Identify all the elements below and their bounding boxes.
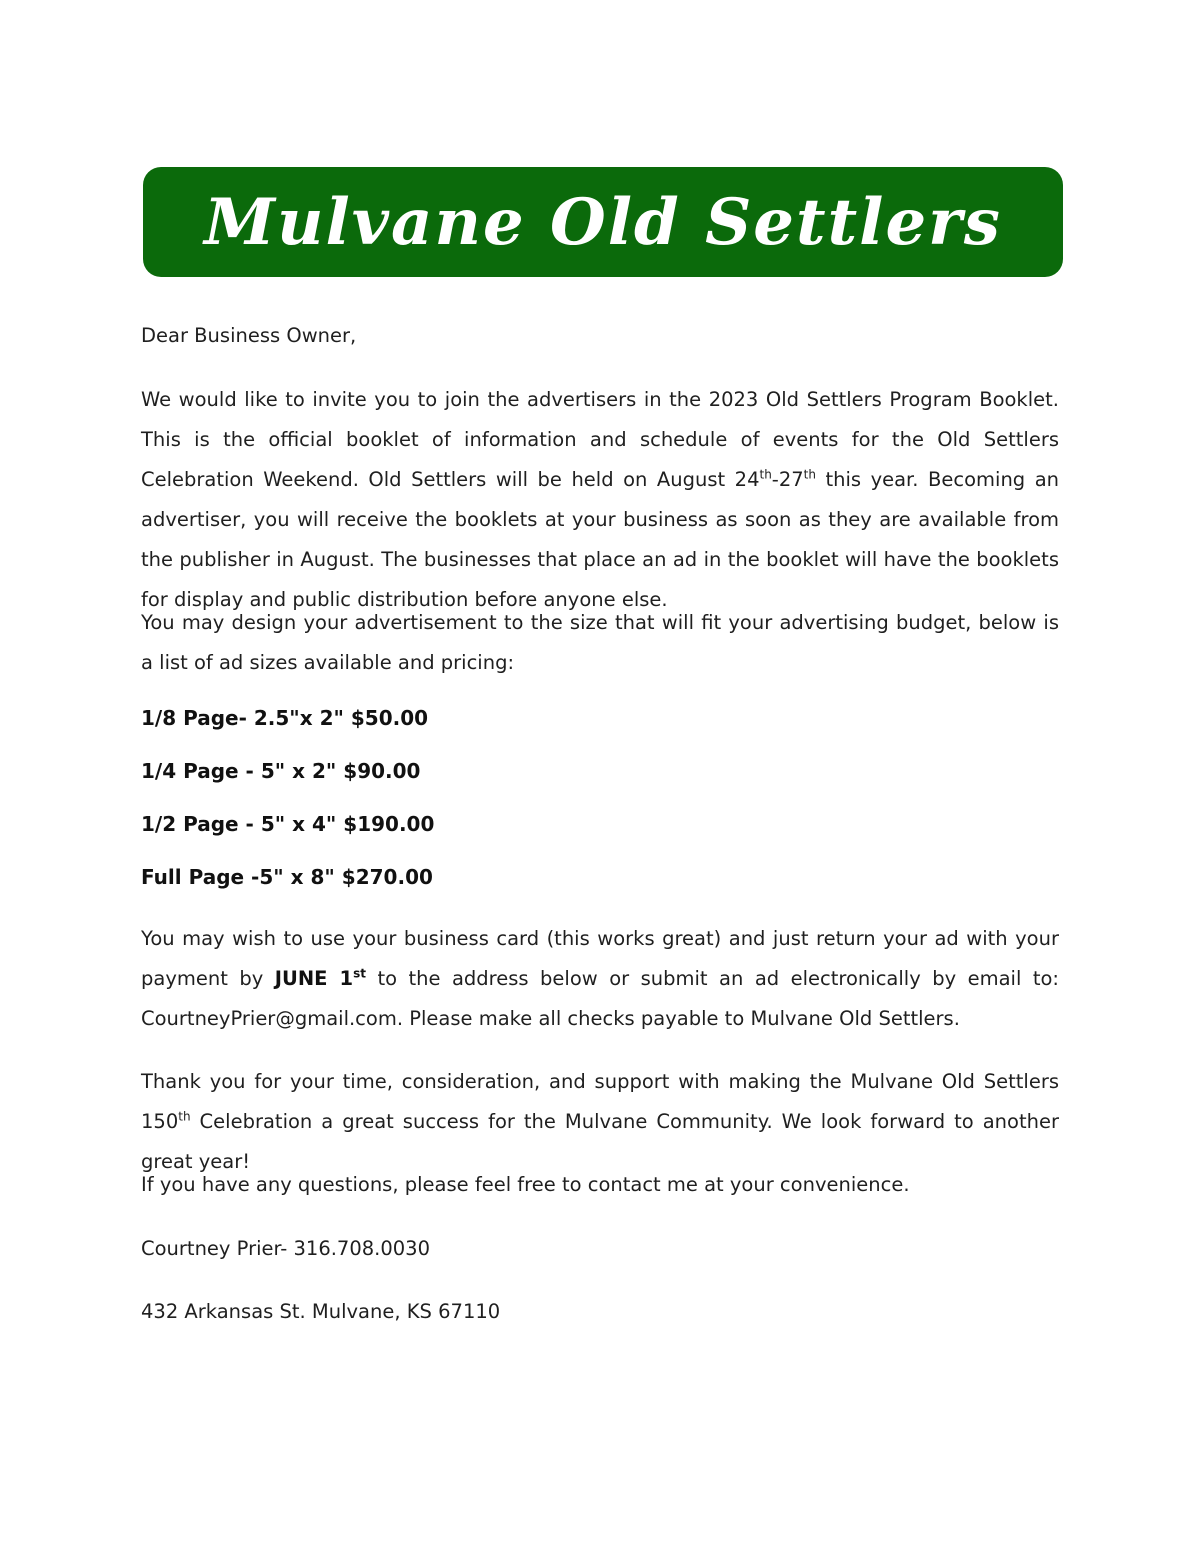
ad-size-quarter-page: 1/4 Page - 5" x 2" $90.00 [141,759,421,783]
paragraph-invitation-part2: this year. Becoming an advertiser, you will receive the booklets at your business as soon as they are available from the publisher in August. The businesses that place an ad in the booklet will have the booklets for display and public distribution before anyone else. [141,468,1059,611]
paragraph-invitation-part1: We would like to invite you to join the advertisers in the 2023 Old Settlers Program Booklet. This is the official booklet of information and schedule of events for the Old Settlers Celebration Weekend. Old Settlers will be held on August 24 [141,388,1059,491]
paragraph-thanks-part1: Thank you for your time, consideration, and support with making the Mulvane Old Settlers 150 [141,1070,1059,1133]
ordinal-suffix: th [759,467,772,482]
paragraph-questions: If you have any questions, please feel free to contact me at your convenience. [141,1173,910,1196]
paragraph-submission [141,919,1059,1039]
ad-size-eighth-page: 1/8 Page- 2.5"x 2" $50.00 [141,706,429,730]
paragraph-thanks [141,1062,1059,1182]
address-line: 432 Arkansas St. Mulvane, KS 67110 [141,1300,501,1323]
contact-line: Courtney Prier- 316.708.0030 [141,1237,430,1260]
paragraph-ad-sizes-intro: You may design your advertisement to the size that will fit your advertising budget, below is a list of ad sizes available and pricing: [141,611,1059,674]
banner-title: Mulvane Old Settlers [204,184,1002,260]
salutation: Dear Business Owner, [141,324,357,347]
paragraph-submission-part2: to the address below or submit an ad electronically by email to: CourtneyPrier@gmail.com. Please make all checks payable to Mulvane Old Settlers. [141,967,1059,1030]
paragraph-thanks-part2: Celebration a great success for the Mulvane Community. We look forward to another great year! [141,1110,1059,1173]
date-range-end: -27 [771,468,804,491]
ad-size-full-page: Full Page -5" x 8" $270.00 [141,865,433,889]
header-banner [143,167,1063,277]
ad-size-half-page: 1/2 Page - 5" x 4" $190.00 [141,812,435,836]
ordinal-suffix: th [803,467,816,482]
paragraph-invitation [141,380,1059,620]
ordinal-suffix: th [178,1109,191,1124]
ordinal-suffix: st [353,966,366,981]
paragraph-submission-part1: You may wish to use your business card (this works great) and just return your ad with your payment by [141,927,1059,990]
deadline-date: JUNE 1 [274,967,354,990]
